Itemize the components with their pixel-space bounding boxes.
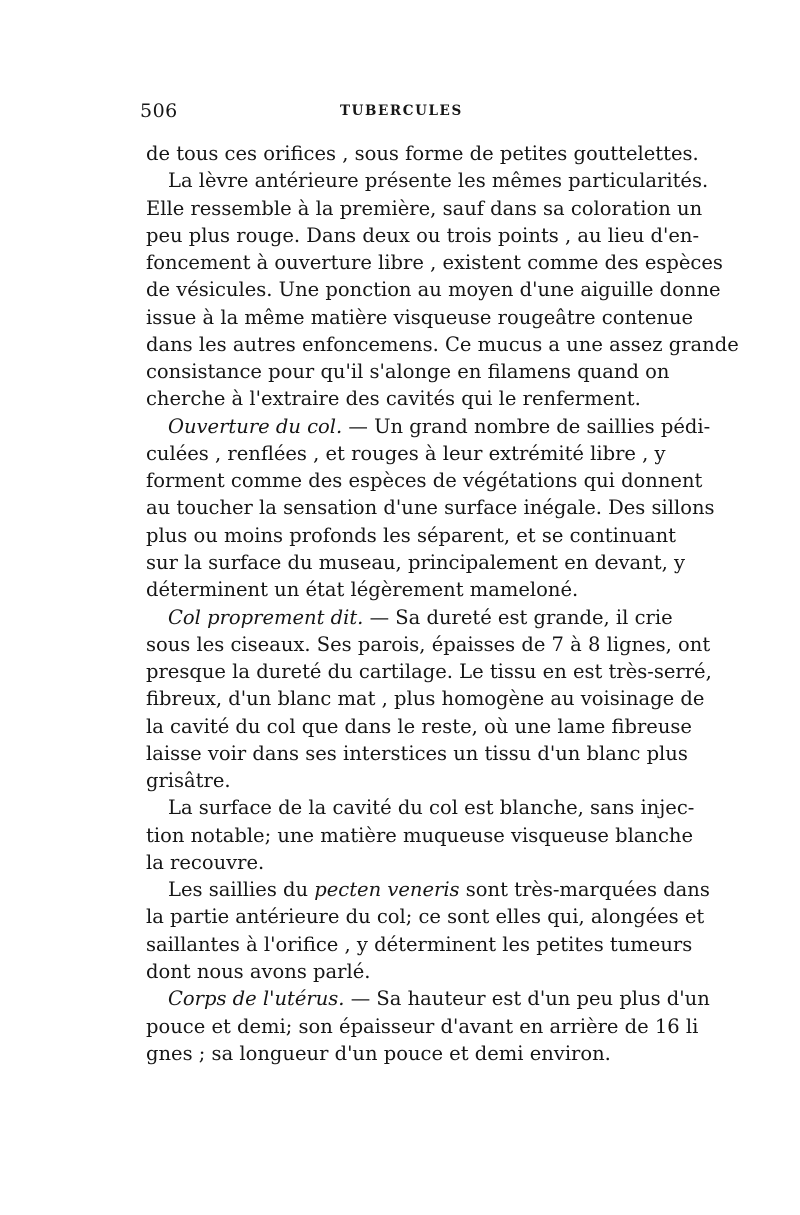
- text-line: [146, 767, 658, 794]
- text-line: [146, 1013, 699, 1040]
- text-line: [146, 876, 710, 903]
- text-line: [146, 958, 658, 985]
- body-text: [146, 140, 739, 1067]
- text-line: [146, 331, 739, 358]
- line-text: tion notable; une matière muqueuse visqueuse blanche: [146, 823, 694, 847]
- line-text: La surface de la cavité du col est blanche, sans injec-: [168, 796, 695, 820]
- text-line: [146, 440, 666, 467]
- text-line: [146, 1040, 658, 1067]
- text-line: [146, 195, 703, 222]
- italic-term: pecten veneris: [314, 878, 460, 902]
- line-text: cherche à l'extraire des cavités qui le renferment.: [146, 387, 641, 411]
- line-text: peu plus rouge. Dans deux ou trois points , au lieu d'en-: [146, 223, 700, 247]
- line-text: sous les ciseaux. Ses parois, épaisses de 7 à 8 lignes, ont: [146, 632, 711, 656]
- text-line: [146, 849, 658, 876]
- text-line: [146, 931, 693, 958]
- section-heading: Corps de l'utérus.: [168, 987, 345, 1011]
- text-line: [146, 276, 721, 303]
- text-line: [146, 822, 694, 849]
- line-text: issue à la même matière visqueuse rougeâtre contenue: [146, 305, 694, 329]
- line-text: consistance pour qu'il s'alonge en filamens quand on: [146, 360, 670, 384]
- text-line: [146, 467, 703, 494]
- line-text: dont nous avons parlé.: [146, 959, 371, 983]
- line-text: plus ou moins profonds les séparent, et se continuant: [146, 523, 677, 547]
- text-line: [146, 549, 685, 576]
- page-number: 506: [140, 100, 178, 122]
- text-line: [146, 604, 673, 631]
- line-text: forment comme des espèces de végétations qui donnent: [146, 469, 703, 493]
- line-text: la recouvre.: [146, 850, 265, 874]
- line-text: — Sa hauteur est d'un peu plus d'un: [344, 987, 710, 1011]
- page-header: [140, 100, 660, 130]
- line-text: gnes ; sa longueur d'un pouce et demi environ.: [146, 1041, 611, 1065]
- line-text: Elle ressemble à la première, sauf dans sa coloration un: [146, 196, 703, 220]
- line-text: Les saillies du: [168, 878, 315, 902]
- text-line: [146, 358, 670, 385]
- line-text: sur la surface du museau, principalement en devant, y: [146, 550, 685, 574]
- text-line: [146, 385, 658, 412]
- text-line: [146, 631, 711, 658]
- text-line: [146, 140, 699, 167]
- text-line: [146, 413, 711, 440]
- line-text: culées , renflées , et rouges à leur extrémité libre , y: [146, 441, 666, 465]
- line-text: fibreux, d'un blanc mat , plus homogène au voisinage de: [146, 687, 705, 711]
- text-line: [146, 576, 658, 603]
- running-title: TUBERCULES: [340, 103, 463, 119]
- line-text: saillantes à l'orifice , y déterminent les petites tumeurs: [146, 932, 693, 956]
- text-line: [146, 985, 710, 1012]
- line-text: pouce et demi; son épaisseur d'avant en arrière de 16 li: [146, 1014, 699, 1038]
- line-text: de vésicules. Une ponction au moyen d'une aiguille donne: [146, 278, 721, 302]
- text-line: [146, 222, 700, 249]
- line-text: — Sa dureté est grande, il crie: [363, 605, 673, 629]
- line-text: déterminent un état légèrement mameloné.: [146, 578, 579, 602]
- text-line: [146, 740, 688, 767]
- section-heading: Ouverture du col.: [168, 414, 343, 438]
- text-line: [146, 167, 709, 194]
- text-line: [146, 713, 692, 740]
- text-line: [146, 903, 705, 930]
- line-text: de tous ces orifices , sous forme de petites gouttelettes.: [146, 142, 699, 165]
- text-line: [146, 304, 694, 331]
- text-line: [146, 685, 705, 712]
- line-text: — Un grand nombre de saillies pédi-: [342, 414, 711, 438]
- text-line: [146, 658, 712, 685]
- line-text: la cavité du col que dans le reste, où une lame fibreuse: [146, 714, 692, 738]
- line-text: grisâtre.: [146, 769, 231, 793]
- line-text: La lèvre antérieure présente les mêmes particularités.: [168, 169, 709, 193]
- line-text: laisse voir dans ses interstices un tissu d'un blanc plus: [146, 741, 688, 765]
- line-text: au toucher la sensation d'une surface inégale. Des sillons: [146, 496, 715, 520]
- line-text-after: sont très-marquées dans: [459, 878, 710, 902]
- line-text: presque la dureté du cartilage. Le tissu en est très-serré,: [146, 660, 712, 684]
- text-line: [146, 249, 723, 276]
- section-heading: Col proprement dit.: [168, 605, 364, 629]
- line-text: la partie antérieure du col; ce sont elles qui, alongées et: [146, 905, 705, 929]
- text-line: [146, 494, 715, 521]
- text-line: [146, 522, 677, 549]
- line-text: dans les autres enfoncemens. Ce mucus a une assez grande: [146, 332, 739, 356]
- text-line: [146, 794, 695, 821]
- line-text: foncement à ouverture libre , existent comme des espèces: [146, 251, 723, 275]
